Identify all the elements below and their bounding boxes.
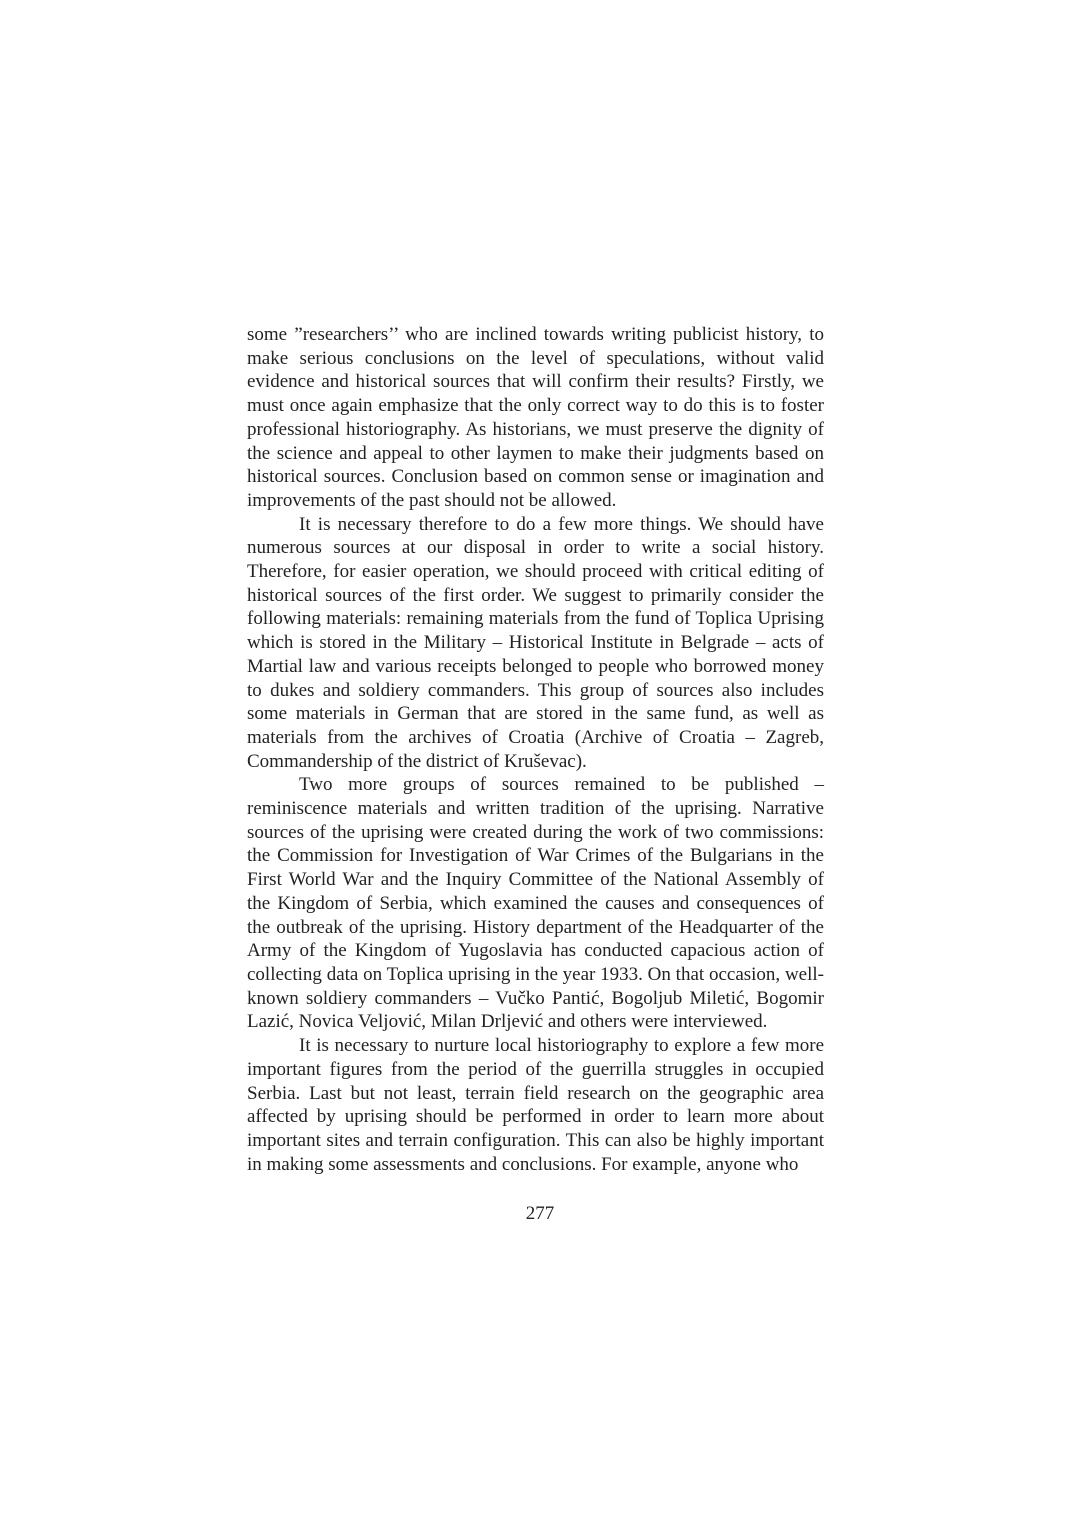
paragraph-continuation: some ”researchers’’ who are inclined towards writing publicist history, to make serious conclusions on the level of speculations, without valid evidence and historical sources that will confirm their results? Firstly, we must once again emphasize that the only correct way to do this is to foster professional historiography. As historians, we must preserve the dignity of the science and appeal to other laymen to make their judgments based on historical sources. Conclusion based on common sense or imagination and improvements of the past should not be allowed. — [247, 324, 824, 511]
page-number: 277 — [525, 1203, 555, 1224]
paragraph-local-historiography: It is necessary to nurture local historiography to explore a few more important figures from the period of the guerrilla struggles in occupied Serbia. Last but not least, terrain field research on the geographic area affected by uprising should be performed in order to learn more about important sites and terrain configuration. This can also be highly important in making some assessments and conclusions. For example, anyone who — [247, 1035, 824, 1175]
body-text — [247, 323, 824, 1176]
paragraph-narrative-sources: Two more groups of sources remained to be published – reminiscence materials and written tradition of the uprising. Narrative sources of the uprising were created during the work of two commissions: the Commission for Investigation of War Crimes of the Bulgarians in the First World War and the Inquiry Committee of the National Assembly of the Kingdom of Serbia, which examined the causes and consequences of the outbreak of the uprising. History department of the Headquarter of the Army of the Kingdom of Yugoslavia has conducted capacious action of collecting data on Toplica uprising in the year 1933. On that occasion, well-known soldiery commanders – Vučko Pantić, Bogoljub Miletić, Bogomir Lazić, Novica Veljović, Milan Drljević and others were interviewed. — [247, 774, 824, 1033]
paragraph-sources: It is necessary therefore to do a few more things. We should have numerous sources at our disposal in order to write a social history. Therefore, for easier operation, we should proceed with critical editing of historical sources of the first order. We suggest to primarily consider the following materials: remaining materials from the fund of Toplica Uprising which is stored in the Military – Historical Institute in Belgrade – acts of Martial law and various receipts belonged to people who borrowed money to dukes and soldiery commanders. This group of sources also includes some materials in German that are stored in the same fund, as well as materials from the archives of Croatia (Archive of Croatia – Zagreb, Commandership of the district of Kruševac). — [247, 513, 824, 772]
